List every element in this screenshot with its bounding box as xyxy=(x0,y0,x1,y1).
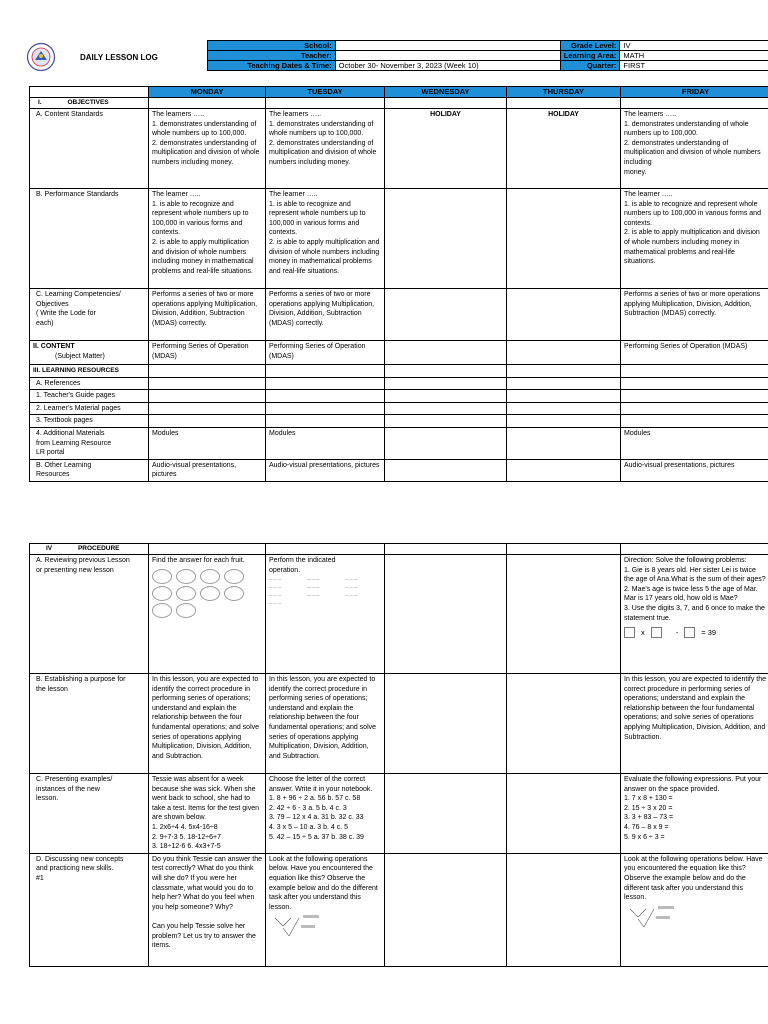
fruit-icon: · · · xyxy=(224,569,244,584)
fruit-icon: · · · xyxy=(152,586,172,601)
procedure-heading-row: IV PROCEDURE xyxy=(30,544,768,555)
textbook-row xyxy=(30,415,768,428)
content-row xyxy=(30,341,768,365)
fruit-icon: · · · xyxy=(152,603,172,618)
performance-standards-row xyxy=(30,189,768,289)
fruit-icon: · · · xyxy=(224,586,244,601)
resources-heading: III. LEARNING RESOURCES xyxy=(30,365,149,378)
school-label: School: xyxy=(208,41,336,51)
other-resources-tuesday: Audio-visual presentations, pictures xyxy=(266,459,385,481)
competencies-label: C. Learning Competencies/ Objectives ( Write the Lode for each) xyxy=(30,289,149,341)
discussing-concepts-row xyxy=(30,853,768,966)
additional-materials-monday: Modules xyxy=(149,427,266,459)
purpose-monday: In this lesson, you are expected to identify the correct procedure in performing series of operations; understand and explain the relationship between the four fundamental operations; and solve series of operations applying Multiplication, Division, Addition, and Subtraction. xyxy=(149,674,266,774)
fruit-icon: · · · xyxy=(200,569,220,584)
procedure-heading: PROCEDURE xyxy=(77,545,120,552)
teacher-label: Teacher: xyxy=(208,51,336,61)
quarter-value: FIRST xyxy=(620,61,768,71)
review-tuesday-instruction: Perform the indicated operation. xyxy=(269,557,336,574)
lesson-log-header xyxy=(24,40,768,74)
purpose-row xyxy=(30,674,768,774)
holiday-wednesday: HOLIDAY xyxy=(385,109,507,189)
performance-standards-label: B. Performance Standards xyxy=(30,189,149,289)
content-standards-row xyxy=(30,109,768,189)
content-monday: Performing Series of Operation (MDAS) xyxy=(149,341,266,365)
school-info-table xyxy=(207,40,768,71)
content-standards-label: A. Content Standards xyxy=(30,109,149,189)
purpose-label: B. Establishing a purpose for the lesson xyxy=(30,674,149,774)
holiday-thursday: HOLIDAY xyxy=(507,109,621,189)
additional-materials-label: 4. Additional Materials from Learning Resource LR portal xyxy=(30,427,149,459)
additional-materials-row xyxy=(30,427,768,459)
content-tuesday: Performing Series of Operation (MDAS) xyxy=(266,341,385,365)
teaching-dates-value: October 30- November 3, 2023 (Week 10) xyxy=(335,61,560,71)
resources-heading-row xyxy=(30,365,768,378)
content-label: II. CONTENT xyxy=(33,343,75,350)
content-standards-monday: The learners ….. 1. demonstrates understanding of whole numbers up to 100,000. 2. demonstrates understanding of multiplication and division of whole numbers including money. xyxy=(149,109,266,189)
competencies-monday: Performs a series of two or more operations applying Multiplication, Division, Addition, Subtraction (MDAS) correctly. xyxy=(149,289,266,341)
purpose-friday: In this lesson, you are expected to identify the correct procedure in performing series of operations; understand and explain the relationship between the four fundamental operations; and solve series of operations applying Multiplication, Division, Addition, and Subtraction. xyxy=(621,674,768,774)
deped-seal-icon xyxy=(24,42,58,72)
additional-materials-tuesday: Modules xyxy=(266,427,385,459)
additional-materials-friday: Modules xyxy=(621,427,768,459)
review-monday-instruction: Find the answer for each fruit. xyxy=(152,557,245,564)
examples-friday: Evaluate the following expressions. Put your answer on the space provided. 1. 7 x 8 + 130 = 2. 15 ÷ 3 x 20 = 3. 3 + 83 – 73 = 4. 76 – 8 x 9 = 5. 9 x 6 ÷ 3 = xyxy=(621,774,768,854)
teachers-guide-row xyxy=(30,390,768,403)
learners-material-row xyxy=(30,402,768,415)
objectives-heading-row: I. OBJECTIVES xyxy=(30,98,768,109)
fruit-icon: · · · xyxy=(200,586,220,601)
teaching-dates-label: Teaching Dates & Time: xyxy=(208,61,336,71)
objectives-table xyxy=(29,86,768,482)
day-friday: FRIDAY xyxy=(621,87,768,98)
grade-level-value: IV xyxy=(620,41,768,51)
school-value xyxy=(335,41,560,51)
procedure-table xyxy=(29,543,768,967)
fruit-icon: · · · xyxy=(176,603,196,618)
review-lesson-label: A. Reviewing previous Lesson or presenting new lesson xyxy=(30,555,149,674)
examples-label: C. Presenting examples/ instances of the new lesson. xyxy=(30,774,149,854)
competencies-friday: Performs a series of two or more operations applying Multiplication, Division, Addition, Subtraction (MDAS) correctly. xyxy=(621,289,768,341)
performance-standards-tuesday: The learner ….. 1. is able to recognize and represent whole numbers up to 100,000 in various forms and contexts. 2. is able to apply multiplication and division of whole numbers including money in mathematical problems and real-life situations. xyxy=(266,189,385,289)
operation-tree-diagram xyxy=(269,914,329,940)
fruit-icon: · · · xyxy=(176,586,196,601)
operations-exercise-image: — — — — — — — — — — — — — — — — — — — — — — — — — — — — — — xyxy=(269,577,358,606)
teacher-value xyxy=(335,51,560,61)
discussing-concepts-tuesday: Look at the following operations below. Have you encountered the equation like this? Observe the example below and do the different task after you understand this lesson. xyxy=(269,855,378,911)
other-resources-monday: Audio-visual presentations, pictures xyxy=(149,459,266,481)
answer-box[interactable] xyxy=(624,627,635,638)
discussing-concepts-label: D. Discussing new concepts and practicing new skills. #1 xyxy=(30,853,149,966)
examples-row xyxy=(30,774,768,854)
quarter-label: Quarter: xyxy=(560,61,620,71)
fruit-exercises-image xyxy=(152,569,262,618)
answer-box[interactable] xyxy=(651,627,662,638)
competencies-tuesday: Performs a series of two or more operations applying Multiplication, Division, Addition, Subtraction (MDAS) correctly. xyxy=(266,289,385,341)
content-standards-tuesday: The learners ….. 1. demonstrates understanding of whole numbers up to 100,000. 2. demonstrates understanding of multiplication and division of whole numbers including money. xyxy=(266,109,385,189)
textbook-label: 3. Textbook pages xyxy=(30,415,149,428)
answer-box[interactable] xyxy=(684,627,695,638)
other-resources-label: B. Other Learning Resources xyxy=(30,459,149,481)
document-title: DAILY LESSON LOG xyxy=(80,53,158,62)
day-wednesday: WEDNESDAY xyxy=(385,87,507,98)
days-header-row xyxy=(30,87,768,98)
learners-material-label: 2. Learner's Material pages xyxy=(30,402,149,415)
examples-tuesday: Choose the letter of the correct answer. Write it in your notebook. 1. 8 + 96 ÷ 2 a. 56 b. 57 c. 58 2. 42 ÷ 6 - 3 a. 5 b. 4 c. 3 3. 79 – 12 x 4 a. 31 b. 32 c. 33 4. 3 x 5 – 10 a. 3 b. 4 c. 5 5. 42 – 15 ÷ 5 a. 37 b. 38 c. 39 xyxy=(266,774,385,854)
fruit-icon: · · · xyxy=(176,569,196,584)
digit-equation: x - = 39 xyxy=(624,627,767,638)
purpose-tuesday: In this lesson, you are expected to identify the correct procedure in performing series of operations; understand and explain the relationship between the four fundamental operations; and solve series of operations applying Multiplication, Division, Addition, and Subtraction. xyxy=(266,674,385,774)
day-thursday: THURSDAY xyxy=(507,87,621,98)
learning-area-value: MATH xyxy=(620,51,768,61)
references-label: A. References xyxy=(30,377,149,390)
objectives-heading: OBJECTIVES xyxy=(67,99,109,106)
performance-standards-monday: The learner ….. 1. is able to recognize and represent whole numbers up to 100,000 in various forms and contexts. 2. is able to apply multiplication and division of whole numbers including money in mathematical problems and real-life situations. xyxy=(149,189,266,289)
day-monday: MONDAY xyxy=(149,87,266,98)
review-lesson-row xyxy=(30,555,768,674)
teachers-guide-label: 1. Teacher's Guide pages xyxy=(30,390,149,403)
review-friday-problems: Direction: Solve the following problems: 1. Gie is 8 years old. Her sister Lei is twice the age of Ana.What is the sum of their ages? 2. Mae's age is twice less 5 the age of Mar. Mar is 17 years old, how old is Mae? 3. Use the digits 3, 7, and 6 once to make the statement true. xyxy=(624,557,766,622)
discussing-concepts-monday: Do you think Tessie can answer the test correctly? What do you think will she do? If you were her classmate, what would you do to help her? What do you feel when you help someone? Why? Can you help Tessie solve her problem? Let us try to answer the items. xyxy=(149,853,266,966)
learning-area-label: Learning Area: xyxy=(560,51,620,61)
discussing-concepts-friday: Look at the following operations below. Have you encountered the equation like this? Observe the example below and do the different task after you understand this lesson. xyxy=(624,855,763,902)
fruit-icon: · · · xyxy=(152,569,172,584)
other-resources-row xyxy=(30,459,768,481)
content-friday: Performing Series of Operation (MDAS) xyxy=(621,341,768,365)
day-tuesday: TUESDAY xyxy=(266,87,385,98)
operation-tree-diagram xyxy=(624,905,684,931)
content-standards-friday: The learners ….. 1. demonstrates understanding of whole numbers up to 100,000. 2. demonstrates understanding of multiplication and division of whole numbers including money. xyxy=(621,109,768,189)
other-resources-friday: Audio-visual presentations, pictures xyxy=(621,459,768,481)
examples-monday: Tessie was absent for a week because she was sick. When she went back to school, she had to take a test. Items for the test given are shown below. 1. 2x6÷4 4. 5x4-16÷8 2. 9÷7-3 5. 18-12÷6+7 3. 18÷12-6 6. 4x3+7-5 xyxy=(149,774,266,854)
competencies-row xyxy=(30,289,768,341)
grade-level-label: Grade Level: xyxy=(560,41,620,51)
performance-standards-friday: The learner ….. 1. is able to recognize and represent whole numbers up to 100,000 in various forms and contexts. 2. is able to apply multiplication and division of whole numbers including money in mathematical problems and real-life situations. xyxy=(621,189,768,289)
content-sublabel: (Subject Matter) xyxy=(55,352,105,360)
references-row xyxy=(30,377,768,390)
